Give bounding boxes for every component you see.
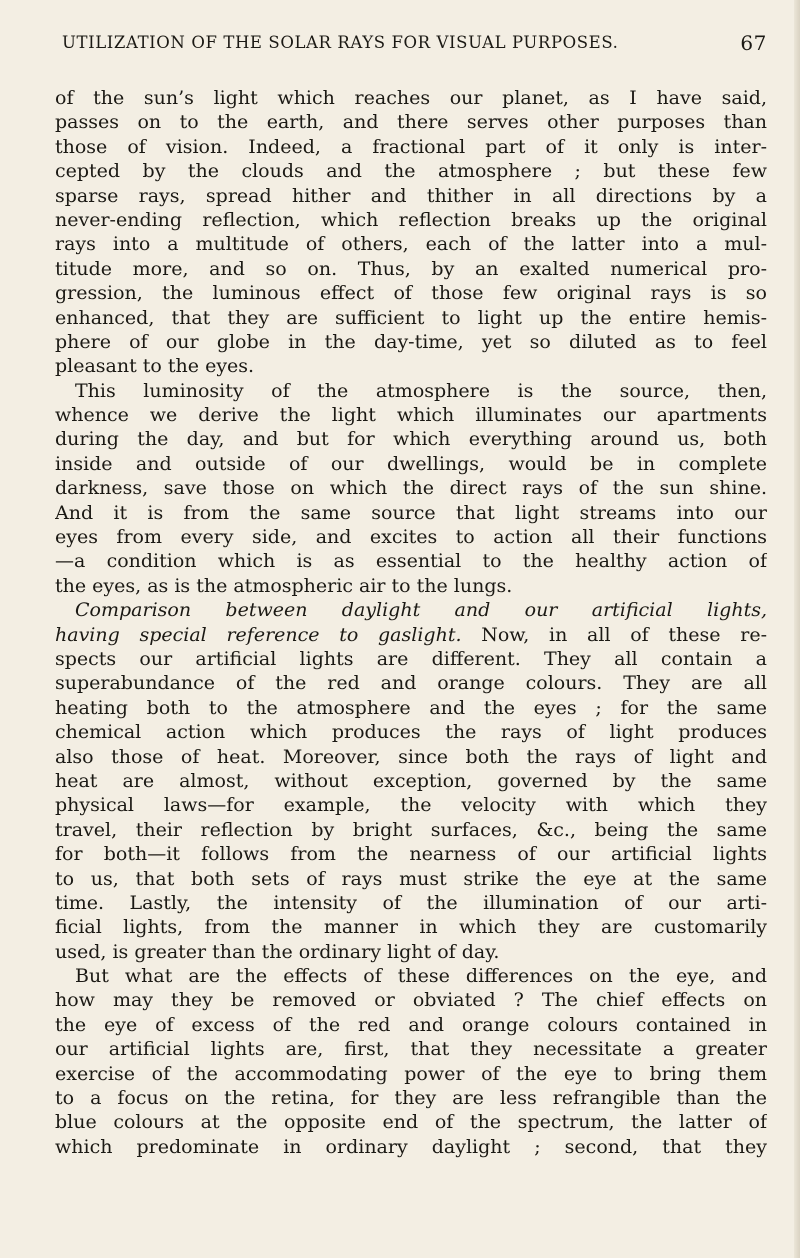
paragraph <box>55 598 767 964</box>
text-line: time. Lastly, the intensity of the illumination of our arti- <box>55 891 767 914</box>
page-number: 67 <box>740 31 767 55</box>
text-line: how may they be removed or obviated ? The chief effects on <box>55 989 767 1012</box>
text-line: —a condition which is as essential to the healthy action of <box>55 550 767 573</box>
paragraph <box>55 964 767 1159</box>
text-line: during the day, and but for which everything around us, both <box>55 428 767 451</box>
text-line: darkness, save those on which the direct rays of the sun shine. <box>55 477 767 500</box>
text-line: heating both to the atmosphere and the eyes ; for the same <box>55 696 767 719</box>
text-line: titude more, and so on. Thus, by an exalted numerical pro- <box>55 257 767 280</box>
text-line: superabundance of the red and orange colours. They are all <box>55 672 767 695</box>
text-line: rays into a multitude of others, each of the latter into a mul- <box>55 233 767 256</box>
text-line: enhanced, that they are sufficient to light up the entire hemis- <box>55 306 767 329</box>
text-line: cepted by the clouds and the atmosphere ; but these few <box>55 160 767 183</box>
text-line: ficial lights, from the manner in which they are customarily <box>55 916 767 939</box>
text-line: But what are the effects of these differences on the eye, and <box>75 965 767 988</box>
text-line: chemical action which produces the rays of light produces <box>55 721 767 744</box>
text-line <box>55 623 767 647</box>
running-title: UTILIZATION OF THE SOLAR RAYS FOR VISUAL PURPOSES. <box>62 33 619 52</box>
body-text <box>55 86 767 1159</box>
text-line: for both—it follows from the nearness of our artificial lights <box>55 843 767 866</box>
text-line: exercise of the accommodating power of the eye to bring them <box>55 1062 767 1085</box>
text-line: eyes from every side, and excites to action all their functions <box>55 526 767 549</box>
text-line: the eye of excess of the red and orange colours contained in <box>55 1013 767 1036</box>
text-line: to us, that both sets of rays must strike the eye at the same <box>55 867 767 890</box>
text-line: physical laws—for example, the velocity with which they <box>55 794 767 817</box>
italic-heading: having special reference to gaslight. <box>55 623 462 646</box>
running-header <box>62 33 767 57</box>
text-line: heat are almost, without exception, governed by the same <box>55 769 767 792</box>
paragraph <box>55 86 767 379</box>
italic-heading: Comparison between daylight and our artificial lights, <box>75 599 767 622</box>
text-line: also those of heat. Moreover, since both the rays of light and <box>55 745 767 768</box>
text-line: phere of our globe in the day-time, yet so diluted as to feel <box>55 330 767 353</box>
text-line: our artificial lights are, first, that they necessitate a greater <box>55 1038 767 1061</box>
text-line: those of vision. Indeed, a fractional part of it only is inter- <box>55 135 767 158</box>
text-line <box>55 598 767 622</box>
text-run: Now, in all of these re- <box>461 623 767 646</box>
text-line: inside and outside of our dwellings, would be in complete <box>55 452 767 475</box>
text-line: gression, the luminous effect of those few original rays is so <box>55 282 767 305</box>
text-line: never-ending reflection, which reflection breaks up the original <box>55 208 767 231</box>
text-line: to a focus on the retina, for they are less refrangible than the <box>55 1087 767 1110</box>
text-line: sparse rays, spread hither and thither in all directions by a <box>55 184 767 207</box>
text-line: blue colours at the opposite end of the spectrum, the latter of <box>55 1111 767 1134</box>
text-line: the eyes, as is the atmospheric air to the lungs. <box>55 574 513 597</box>
text-line: And it is from the same source that light streams into our <box>55 501 767 524</box>
text-line: This luminosity of the atmosphere is the source, then, <box>75 379 767 402</box>
text-line: whence we derive the light which illuminates our apartments <box>55 404 767 427</box>
text-line: used, is greater than the ordinary light of day. <box>55 940 500 963</box>
text-line: which predominate in ordinary daylight ; second, that they <box>55 1135 767 1158</box>
paragraph <box>55 379 767 599</box>
text-line: pleasant to the eyes. <box>55 355 255 378</box>
text-line: spects our artificial lights are different. They all contain a <box>55 647 767 670</box>
page-edge <box>794 0 800 1258</box>
text-line: of the sun’s light which reaches our planet, as I have said, <box>55 87 767 109</box>
text-line: travel, their reflection by bright surfaces, &c., being the same <box>55 818 767 841</box>
text-line: passes on to the earth, and there serves other purposes than <box>55 111 767 134</box>
